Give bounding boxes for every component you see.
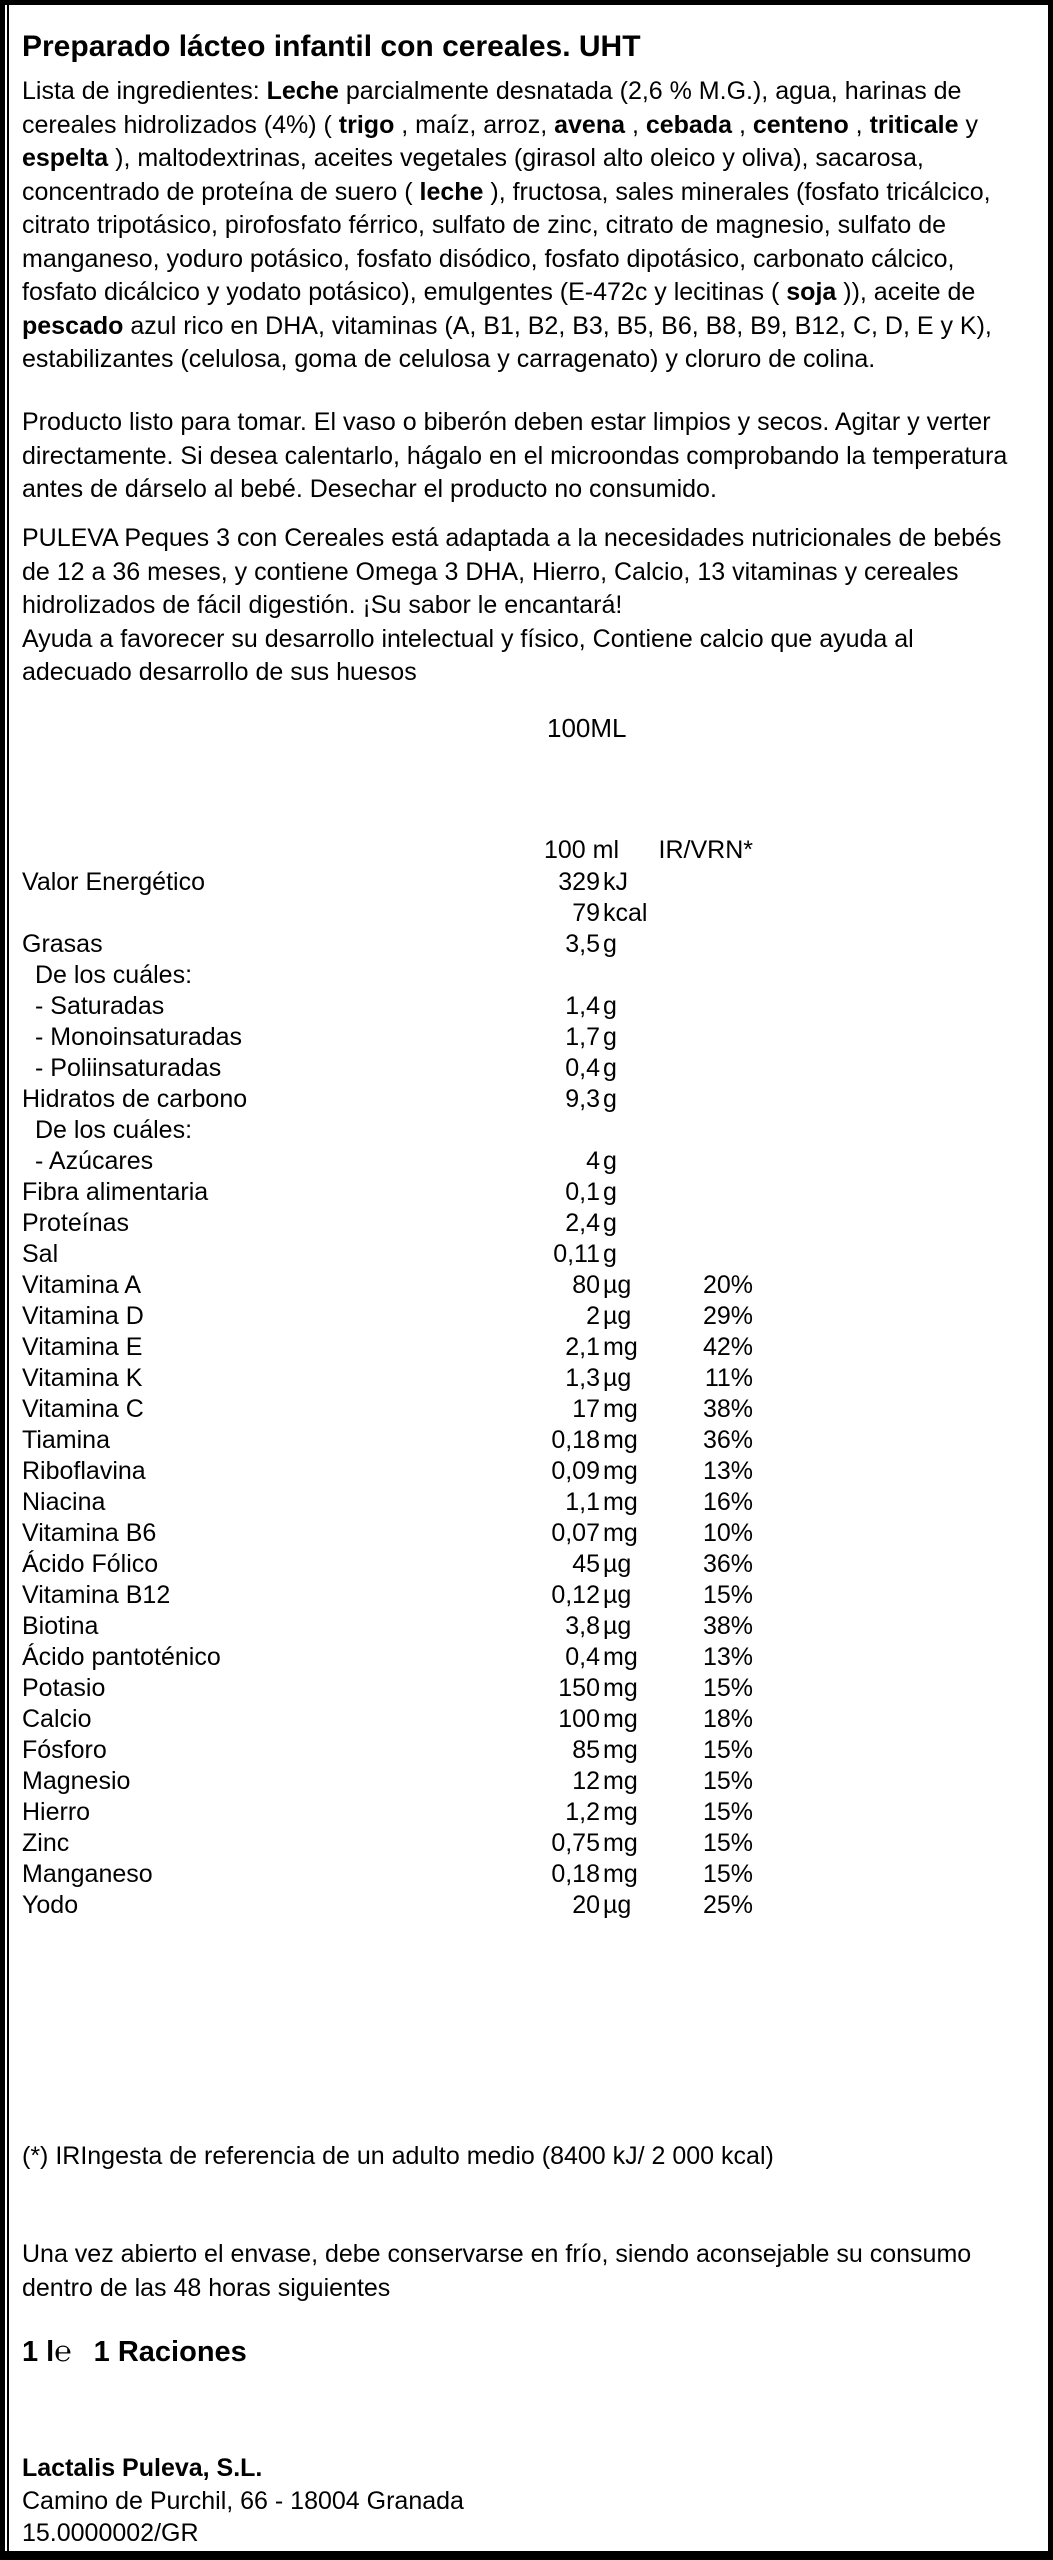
nutrient-reference-percent: 36% [702,1550,753,1578]
nutrient-unit: g [603,992,617,1020]
ingredients-text: parcialmente desnatada (2,6 % M.G.), agua, harinas de cereales hidrolizados (4%) ( [22,77,962,139]
usage-instructions: Producto listo para tomar. El vaso o biberón deben estar limpios y secos. Agitar y verter directamente. Si desea calentarlo, hágalo en el microondas comprobando la temperatura antes de dárselo al bebé. Desechar el producto no consumido. [22,408,1008,503]
nutrient-unit: µg [603,1891,632,1919]
nutrient-label: Fibra alimentaria [22,1178,209,1206]
nutrient-value: 0,18 [551,1426,600,1454]
nutrient-unit: g [603,1178,617,1206]
table-row [22,867,1030,898]
table-row [22,1487,1030,1518]
reference-intake-note: (*) IRIngesta de referencia de un adulto medio (8400 kJ/ 2 000 kcal) [22,2142,774,2170]
nutrient-reference-percent: 15% [702,1767,753,1795]
table-row [22,960,1030,991]
nutrient-value: 3,8 [565,1612,600,1640]
ingredient-allergen: soja [786,278,837,306]
nutrient-value: 9,3 [565,1085,600,1113]
table-row [22,1022,1030,1053]
nutrient-reference-percent [677,1239,753,1270]
nutrient-value: 1,3 [565,1364,600,1392]
nutrient-unit: µg [603,1271,632,1299]
manufacturer-code: 15.0000002/GR [22,2519,199,2547]
ingredients-text: , [732,110,753,139]
nutrient-unit [600,960,677,991]
table-row [22,1208,1030,1239]
nutrient-unit: µg [603,1612,632,1640]
nutrient-label [22,898,442,929]
nutrient-unit: mg [603,1426,638,1454]
nutrient-unit: mg [603,1519,638,1547]
nutrient-label: Hierro [22,1798,91,1826]
ingredient-allergen: trigo [338,110,395,139]
table-row [22,1177,1030,1208]
table-row [22,929,1030,960]
nutrient-unit: mg [603,1643,638,1671]
nutrient-unit: µg [603,1302,632,1330]
nutrient-reference-percent [677,867,753,898]
nutrient-reference-percent [677,1146,753,1177]
nutrient-value: 329 [558,868,600,896]
nutrient-label: Vitamina E [22,1333,143,1361]
nutrient-reference-percent [677,960,753,991]
nutrient-reference-percent: 15% [702,1581,753,1609]
nutrient-value: 0,11 [553,1240,600,1268]
nutrient-value: 80 [572,1271,600,1299]
nutrient-value: 0,18 [551,1860,600,1888]
nutrient-reference-percent: 18% [702,1705,753,1733]
nutrient-unit: mg [603,1767,638,1795]
nutrient-reference-percent: 38% [702,1395,753,1423]
nutrient-value: 150 [558,1674,600,1702]
nutrient-value: 2,1 [565,1333,600,1361]
nutrient-unit: µg [603,1581,632,1609]
manufacturer-address: Camino de Purchil, 66 - 18004 Granada [22,2486,464,2515]
nutrition-table-header [22,836,1030,867]
nutrient-label: Sal [22,1240,59,1268]
ingredient-allergen: pescado [22,311,124,340]
table-row [22,1735,1030,1766]
nutrient-value: 17 [572,1395,600,1423]
table-row [22,1549,1030,1580]
nutrition-table-rows [22,867,1030,1921]
nutrient-label: Riboflavina [22,1457,146,1485]
nutrient-label: Ácido pantoténico [22,1643,221,1671]
nutrient-label: Valor Energético [22,868,205,896]
table-row [22,1394,1030,1425]
nutrient-unit: mg [603,1333,638,1361]
ingredients-text: y [958,110,978,139]
nutrient-reference-percent [677,1177,753,1208]
ingredient-allergen: leche [419,177,484,206]
nutrient-reference-percent [677,929,753,960]
nutrient-label: Tiamina [22,1426,110,1454]
nutrient-reference-percent: 42% [702,1333,753,1361]
nutrient-label: - Azúcares [35,1147,154,1175]
nutrient-unit: g [603,1085,617,1113]
table-row [22,1456,1030,1487]
nutrient-unit: mg [603,1674,638,1702]
table-row [22,1146,1030,1177]
nutrient-value: 0,4 [565,1054,600,1082]
nutrient-label: Biotina [22,1612,99,1640]
nutrient-unit: mg [603,1705,638,1733]
table-row [22,1301,1030,1332]
nutrient-reference-percent [677,1115,753,1146]
table-row [22,1425,1030,1456]
nutrient-reference-percent: 11% [704,1364,753,1392]
table-row [22,1053,1030,1084]
table-row [22,1518,1030,1549]
nutrient-unit: mg [603,1488,638,1516]
column-header-reference: IR/VRN* [658,836,753,864]
nutrient-label: - Monoinsaturadas [35,1023,243,1051]
nutrient-value: 2,4 [565,1209,600,1237]
nutrient-value: 1,2 [565,1798,600,1826]
nutrient-label: Calcio [22,1705,92,1733]
nutrient-unit: g [603,1240,617,1268]
table-row [22,1642,1030,1673]
ingredient-allergen: espelta [22,144,109,172]
ingredient-allergen: triticale [869,110,959,139]
nutrient-label: Vitamina B12 [22,1581,171,1609]
marketing-paragraph-1: PULEVA Peques 3 con Cereales está adaptada a la necesidades nutricionales de bebés de 12 a 36 meses, y contiene Omega 3 DHA, Hierro, Calcio, 13 vitaminas y cereales hidrolizados de fácil digestión. ¡Su sabor le encantará! [22,524,1002,619]
nutrient-reference-percent: 15% [702,1829,753,1857]
table-row [22,1673,1030,1704]
ingredient-allergen: Leche [266,77,339,105]
manufacturer-name: Lactalis Puleva, S.L. [22,2454,263,2482]
table-row [22,1828,1030,1859]
marketing-paragraph-2: Ayuda a favorecer su desarrollo intelectual y físico, Contiene calcio que ayuda al adecuado desarrollo de sus huesos [22,624,914,686]
nutrient-value: 79 [572,899,600,927]
storage-note: Una vez abierto el envase, debe conservarse en frío, siendo aconsejable su consumo dentro de las 48 horas siguientes [22,2240,972,2302]
nutrient-value: 1,7 [565,1023,600,1051]
manufacturer-block [22,2452,464,2550]
nutrient-reference-percent [677,898,753,929]
nutrient-unit: kcal [603,899,648,927]
table-row [22,1332,1030,1363]
nutrient-unit: g [603,1147,617,1175]
nutrient-unit: mg [603,1829,638,1857]
nutrient-value: 0,07 [551,1519,600,1547]
nutrient-value: 0,4 [565,1643,600,1671]
nutrient-value [442,960,600,991]
nutrient-value: 100 [558,1705,600,1733]
table-row [22,991,1030,1022]
nutrient-label: De los cuáles: [35,1116,193,1144]
nutrient-reference-percent: 13% [702,1457,753,1485]
nutrient-label: Vitamina D [22,1302,144,1330]
nutrient-label: Proteínas [22,1209,130,1237]
nutrient-unit: mg [603,1395,638,1423]
ingredients-text: )), aceite de [836,278,976,306]
nutrient-reference-percent: 15% [702,1860,753,1888]
nutrient-value: 0,12 [551,1581,600,1609]
table-row [22,1363,1030,1394]
nutrient-label: Manganeso [22,1860,153,1888]
nutrient-reference-percent: 15% [702,1798,753,1826]
nutrient-label: Vitamina K [22,1364,143,1392]
nutrient-value: 12 [572,1767,600,1795]
nutrient-unit: kJ [603,868,628,896]
nutrient-reference-percent [677,1208,753,1239]
nutrient-reference-percent [677,1053,753,1084]
table-row [22,1797,1030,1828]
nutrient-reference-percent [677,1084,753,1115]
nutrient-label: Hidratos de carbono [22,1085,248,1113]
product-title: Preparado lácteo infantil con cereales. UHT [22,30,641,64]
servings-count: 1 Raciones [93,2336,247,2368]
ingredients-text: Lista de ingredientes: [22,77,267,105]
nutrient-reference-percent: 13% [702,1643,753,1671]
nutrient-reference-percent: 25% [702,1891,753,1919]
ingredients-text: , [848,110,870,139]
table-row [22,1704,1030,1735]
column-header-amount: 100 ml [544,836,620,864]
nutrient-unit: g [603,1209,617,1237]
nutrient-label: - Saturadas [35,992,165,1020]
nutrient-unit: g [603,1054,617,1082]
nutrient-value: 1,1 [565,1488,600,1516]
nutrient-label: Vitamina C [22,1395,144,1423]
nutrient-value: 0,1 [565,1178,600,1206]
nutrient-unit: mg [603,1860,638,1888]
nutrient-value: 1,4 [565,992,600,1020]
nutrient-value: 85 [572,1736,600,1764]
ingredients-text: ), maltodextrinas, aceites vegetales (girasol alto oleico y oliva), sacarosa, concentrado de proteína de suero ( [22,144,924,206]
nutrient-label: - Poliinsaturadas [35,1054,222,1082]
ingredients-text: azul rico en DHA, vitaminas (A, B1, B2, B3, B5, B6, B8, B9, B12, C, D, E y K), estabilizantes (celulosa, goma de celulosa y carragenato) y cloruro de colina. [22,311,992,373]
table-row [22,1115,1030,1146]
nutrient-reference-percent: 38% [702,1612,753,1640]
nutrient-value: 45 [572,1550,600,1578]
nutrient-unit: g [603,1023,617,1051]
nutrient-reference-percent: 15% [702,1736,753,1764]
table-row [22,898,1030,929]
ingredient-allergen: cebada [645,110,733,139]
nutrient-label: Ácido Fólico [22,1550,159,1578]
marketing-text [22,522,1024,690]
nutrient-value: 3,5 [565,930,600,958]
table-row [22,1580,1030,1611]
nutrient-value [442,1115,600,1146]
nutrient-label: Vitamina A [22,1271,142,1299]
table-row [22,1084,1030,1115]
nutrient-label: Magnesio [22,1767,131,1795]
nutrient-label: De los cuáles: [35,961,193,989]
nutrient-unit: g [603,930,617,958]
table-row [22,1270,1030,1301]
nutrient-unit: mg [603,1457,638,1485]
table-row [22,1611,1030,1642]
ingredients-text: , [625,110,646,139]
ingredients-text: ), fructosa, sales minerales (fosfato tricálcico, citrato tripotásico, pirofosfato férrico, sulfato de zinc, citrato de magnesio, sulfato de manganeso, yoduro potásico, fosfato disódico, fosfato dipotásico, carbonato cálcico, fosfato dicálcico y yodato potásico), emulgentes (E-472c y lecitinas ( [22,177,991,306]
nutrient-value: 0,09 [551,1457,600,1485]
nutrient-label: Potasio [22,1674,106,1702]
nutrient-value: 2 [586,1302,600,1330]
nutrient-label: Zinc [22,1829,70,1857]
table-row [22,1239,1030,1270]
nutrient-unit: mg [603,1736,638,1764]
nutrient-value: 20 [572,1891,600,1919]
nutrient-reference-percent: 16% [702,1488,753,1516]
serving-size-label: 100ML [547,713,627,743]
nutrient-reference-percent: 29% [702,1302,753,1330]
ingredient-allergen: centeno [752,110,849,139]
nutrient-reference-percent [677,991,753,1022]
nutrient-label: Yodo [22,1891,79,1919]
table-row [22,1859,1030,1890]
net-volume: 1 l℮ [22,2336,72,2368]
nutrition-table [22,836,1030,1921]
table-row [22,1766,1030,1797]
nutrient-label: Niacina [22,1488,106,1516]
nutrient-label: Grasas [22,930,103,958]
nutrient-reference-percent: 20% [702,1271,753,1299]
net-quantity [22,2336,247,2369]
nutrient-value: 0,75 [551,1829,600,1857]
nutrient-label: Fósforo [22,1736,107,1764]
nutrient-reference-percent [677,1022,753,1053]
ingredients-paragraph [22,75,1024,377]
nutrient-reference-percent: 10% [702,1519,753,1547]
nutrient-label: Vitamina B6 [22,1519,157,1547]
ingredients-text: , maíz, arroz, [394,110,555,139]
nutrient-value: 4 [586,1147,600,1175]
nutrient-reference-percent: 15% [702,1674,753,1702]
nutrient-unit: mg [603,1798,638,1826]
nutrient-unit: µg [603,1364,632,1392]
nutrient-reference-percent: 36% [702,1426,753,1454]
ingredient-allergen: avena [554,110,625,139]
left-border-line [7,5,9,2551]
nutrient-unit [600,1115,677,1146]
table-row [22,1890,1030,1921]
nutrient-unit: µg [603,1550,632,1578]
